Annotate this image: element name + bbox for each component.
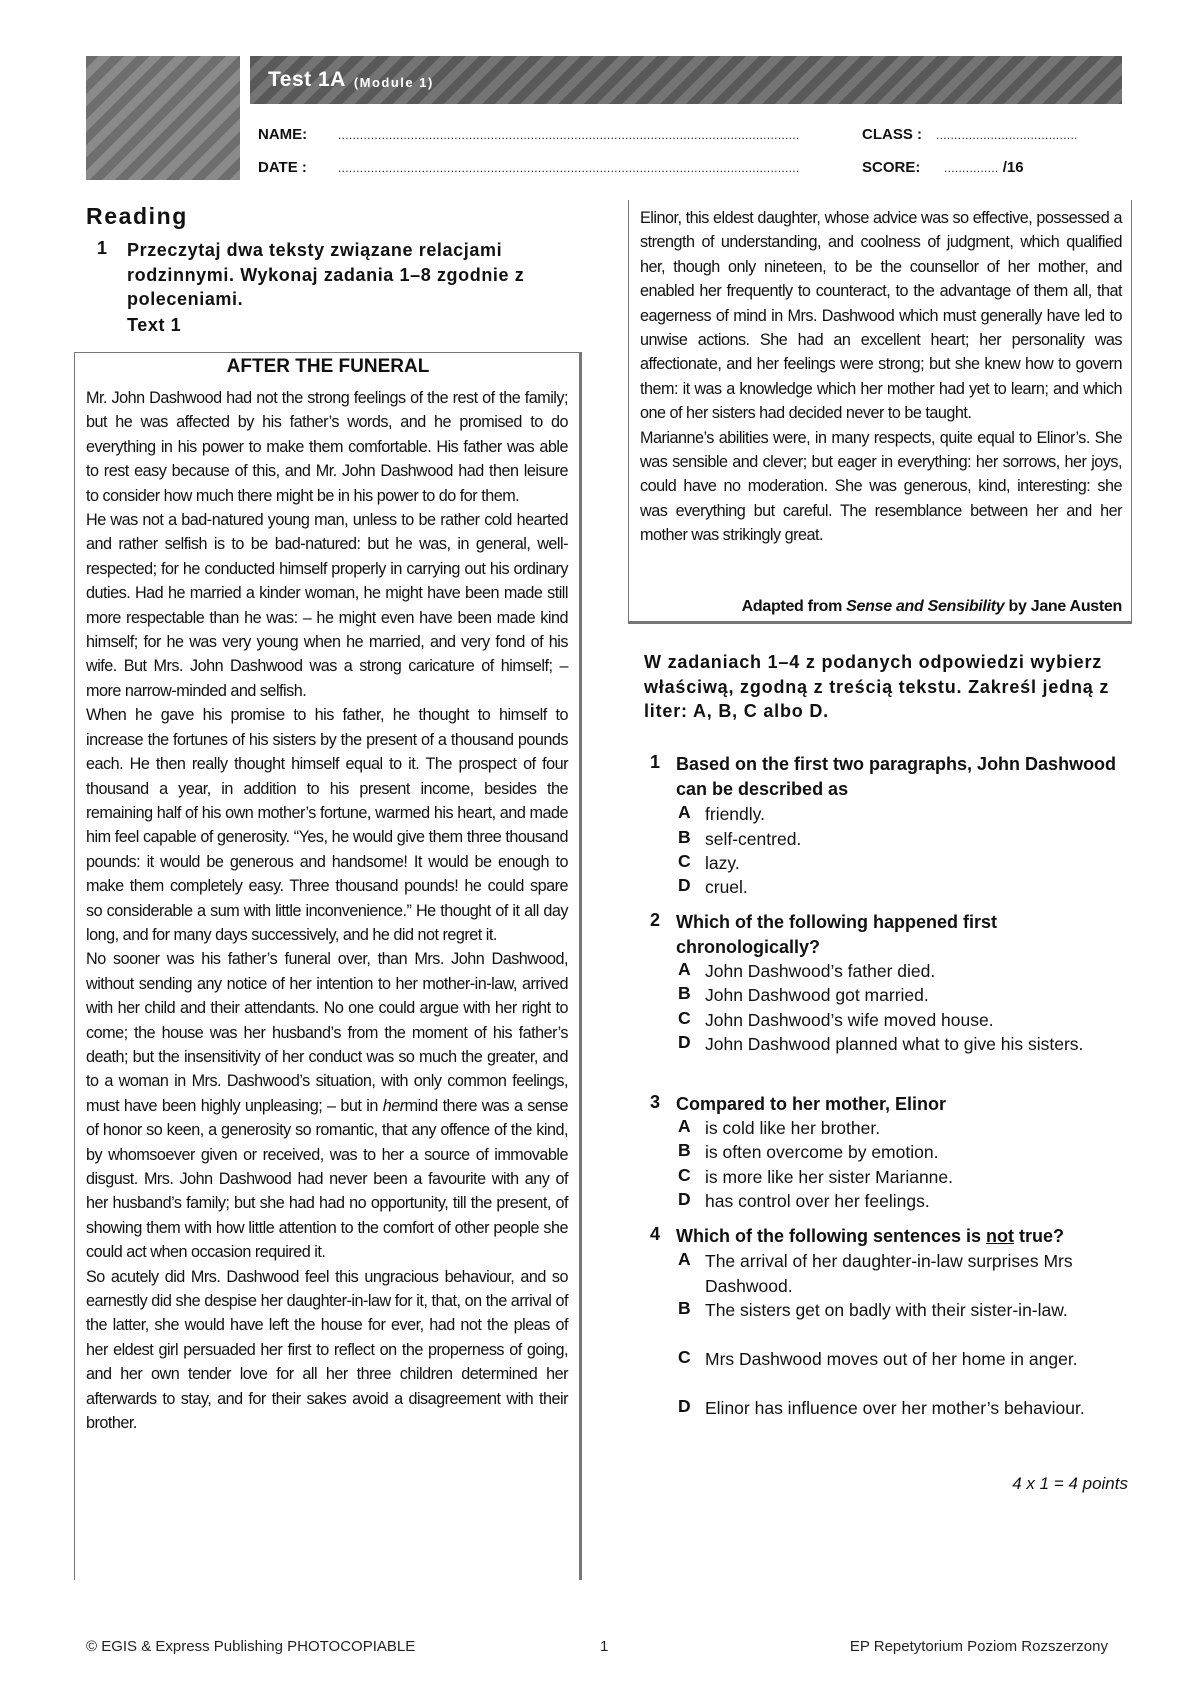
paragraph: Marianne’s abilities were, in many respects, quite equal to Elinor’s. She was sensible and clever; but eager in everything: her sorrows, her joys, could have no moderation. She was generous, kind, interesting: she was everything but careful. The resemblance between her and her mother was strikingly great. — [640, 428, 1122, 545]
question-emphasis: not — [986, 1226, 1015, 1246]
footer-page-number: 1 — [600, 1638, 609, 1655]
option-letter[interactable]: D — [678, 1032, 691, 1052]
option-text: John Dashwood’s father died. — [705, 961, 936, 981]
option-text: is cold like her brother. — [705, 1118, 881, 1138]
score-label: SCORE: — [862, 159, 921, 176]
question-text: Which of the following happened first chronologically? — [676, 912, 997, 957]
option-text: is often overcome by emotion. — [705, 1142, 939, 1162]
question-text — [676, 1224, 1136, 1249]
option-text: Mrs Dashwood moves out of her home in anger. — [705, 1349, 1078, 1369]
paragraph: Elinor, this eldest daughter, whose advice was so effective, possessed a strength of understanding, and coolness of judgment, which qualified her, though only nineteen, to be the counsellor of her mother, and enabled her frequently to counteract, to the advantage of them all, that eagerness of mind in Mrs. Dashwood which must generally have led to unwise actions. She had an excellent heart; her personality was affectionate, and her feelings were strong; but she knew how to govern them: it was a knowledge which her mother had yet to learn; and which one of her sisters had decided never to be taught. — [640, 209, 1122, 423]
option-text: is more like her sister Marianne. — [705, 1167, 953, 1187]
emphasis-text: her — [382, 1096, 405, 1115]
paragraph-part: mind there was a sense of honor so keen, a generosity so romantic, that any offence of the kind, by whomsoever given or received, was to her a source of immovable disgust. Mrs. John Dashwood had never been a favourite with any of her husband’s family; but she had had no opportunity, till the present, of showing them with how little attention to the comfort of other people she could act when occasion required it. — [86, 1096, 568, 1262]
option-letter[interactable]: B — [678, 827, 691, 847]
question-text: Based on the first two paragraphs, John Dashwood can be described as — [676, 754, 1117, 799]
option-letter[interactable]: A — [678, 959, 691, 979]
source-title: Sense and Sensibility — [846, 598, 1005, 615]
score-total: /16 — [1002, 159, 1024, 176]
text-body-right — [640, 206, 1122, 548]
option-letter[interactable]: A — [678, 802, 691, 822]
option-text: John Dashwood’s wife moved house. — [705, 1010, 994, 1030]
option-letter[interactable]: B — [678, 983, 691, 1003]
option-letter[interactable]: C — [678, 851, 691, 871]
option-text: cruel. — [705, 877, 748, 897]
question-number: 2 — [650, 910, 661, 930]
source-author: by Jane Austen — [1004, 598, 1122, 615]
question-text-part: true? — [1014, 1226, 1065, 1246]
option-letter[interactable]: C — [678, 1347, 691, 1367]
class-label: CLASS : — [862, 126, 922, 143]
task-instructions: Przeczytaj dwa teksty związane relacjami rodzinnymi. Wykonaj zadania 1–8 zgodnie z poleceniami. — [127, 240, 525, 309]
name-label: NAME: — [258, 126, 308, 143]
question-number: 1 — [650, 752, 661, 772]
option-text: friendly. — [705, 804, 765, 824]
option-letter[interactable]: A — [678, 1116, 691, 1136]
option-letter[interactable]: D — [678, 875, 691, 895]
option-letter[interactable]: A — [678, 1249, 691, 1269]
score-field[interactable] — [944, 159, 1024, 176]
section-title: Reading — [86, 203, 188, 229]
text-label: Text 1 — [127, 315, 182, 335]
source-credit — [640, 598, 1122, 616]
option-text: John Dashwood got married. — [705, 985, 929, 1005]
score-dots: ............... — [944, 161, 999, 175]
question-instructions: W zadaniach 1–4 z podanych odpowiedzi wybierz właściwą, zgodną z treścią tekstu. Zakreśl jedną z liter: A, B, C albo D. — [644, 652, 1110, 721]
footer-series: EP Repetytorium Poziom Rozszerzony — [849, 1638, 1108, 1655]
points-note: 4 x 1 = 4 points — [1012, 1474, 1128, 1493]
source-prefix: Adapted from — [741, 598, 847, 615]
paragraph — [86, 947, 568, 1264]
paragraph-part: No sooner was his father’s funeral over, than Mrs. John Dashwood, without sending any notice of her intention to her mother-in-law, arrived with her child and their attendants. No one could argue with her right to come; the house was her husband’s from the moment of his father’s death; but the insensitivity of her conduct was so much the greater, and to a woman in Mrs. Dashwood’s situation, with only common feelings, must have been highly unpleasing; – but in — [86, 950, 568, 1115]
question-text-part: Which of the following sentences is — [676, 1226, 987, 1246]
class-field[interactable]: ....................................... — [936, 128, 1078, 142]
option-letter[interactable]: C — [678, 1165, 691, 1185]
option-letter[interactable]: D — [678, 1396, 691, 1416]
name-field[interactable]: ............................................................................................................................... — [338, 128, 800, 142]
paragraph: So acutely did Mrs. Dashwood feel this ungracious behaviour, and so earnestly did she despise her daughter-in-law for it, that, on the arrival of the latter, she would have left the house for ever, had not the pleas of her eldest girl persuaded her first to reflect on the properness of going, and her own tender love for all her three children determined her afterwards to stay, and for their sakes avoid a disagreement with their brother. — [86, 1267, 568, 1433]
paragraph: He was not a bad-natured young man, unless to be rather cold hearted and rather selfish is to be bad-natured: but he was, in general, well-respected; for he conducted himself properly in carrying out his ordinary duties. Had he married a kinder woman, he might have been made still more respectable than he was: – he might even have been made kind himself; for he was very young when he married, and very fond of his wife. But Mrs. John Dashwood was a strong caricature of himself; – more narrow-minded and selfish. — [86, 511, 568, 700]
option-text: Elinor has influence over her mother’s behaviour. — [705, 1398, 1085, 1418]
option-letter[interactable]: D — [678, 1189, 691, 1209]
test-title-bar — [250, 56, 1122, 104]
option-text: lazy. — [705, 853, 740, 873]
option-text: The sisters get on badly with their sister-in-law. — [705, 1300, 1068, 1320]
option-text: self-centred. — [705, 829, 802, 849]
test-subtitle: (Module 1) — [353, 74, 434, 90]
paragraph: Mr. John Dashwood had not the strong feelings of the rest of the family; but he was affected by his father’s words, and he promised to do everything in his power to make them comfortable. His father was able to rest easy because of this, and Mr. John Dashwood had then leisure to consider how much there might be in his power to do for them. — [86, 389, 568, 505]
question-number: 3 — [650, 1092, 661, 1112]
header-stripe-block — [86, 56, 240, 180]
footer-copyright: © EGIS & Express Publishing PHOTOCOPIABLE — [86, 1638, 416, 1655]
text-title: AFTER THE FUNERAL — [226, 356, 430, 377]
option-letter[interactable]: B — [678, 1140, 691, 1160]
question-text: Compared to her mother, Elinor — [676, 1094, 947, 1114]
option-text: has control over her feelings. — [705, 1191, 930, 1211]
option-letter[interactable]: B — [678, 1298, 691, 1318]
date-field[interactable]: ............................................................................................................................... — [338, 161, 800, 175]
option-text: John Dashwood planned what to give his sisters. — [705, 1034, 1084, 1054]
date-label: DATE : — [258, 159, 307, 176]
paragraph: When he gave his promise to his father, he thought to himself to increase the fortunes of his sisters by the present of a thousand pounds each. He then really thought himself equal to it. The prospect of four thousand a year, in addition to his present income, besides the remaining half of his own mother’s fortune, warmed his heart, and made him feel capable of generosity. “Yes, he would give them three thousand pounds: it would be generous and handsome! It would be enough to make them completely easy. Three thousand pounds! he could spare so considerable a sum with little inconvenience.” He thought of it all day long, and for many days successively, and he did not regret it. — [86, 706, 568, 944]
option-letter[interactable]: C — [678, 1008, 691, 1028]
option-text: The arrival of her daughter-in-law surprises Mrs Dashwood. — [705, 1251, 1073, 1296]
text-body-left — [86, 386, 568, 1435]
test-title: Test 1A — [268, 68, 346, 91]
question-number: 4 — [650, 1224, 661, 1244]
task-number: 1 — [97, 238, 108, 258]
